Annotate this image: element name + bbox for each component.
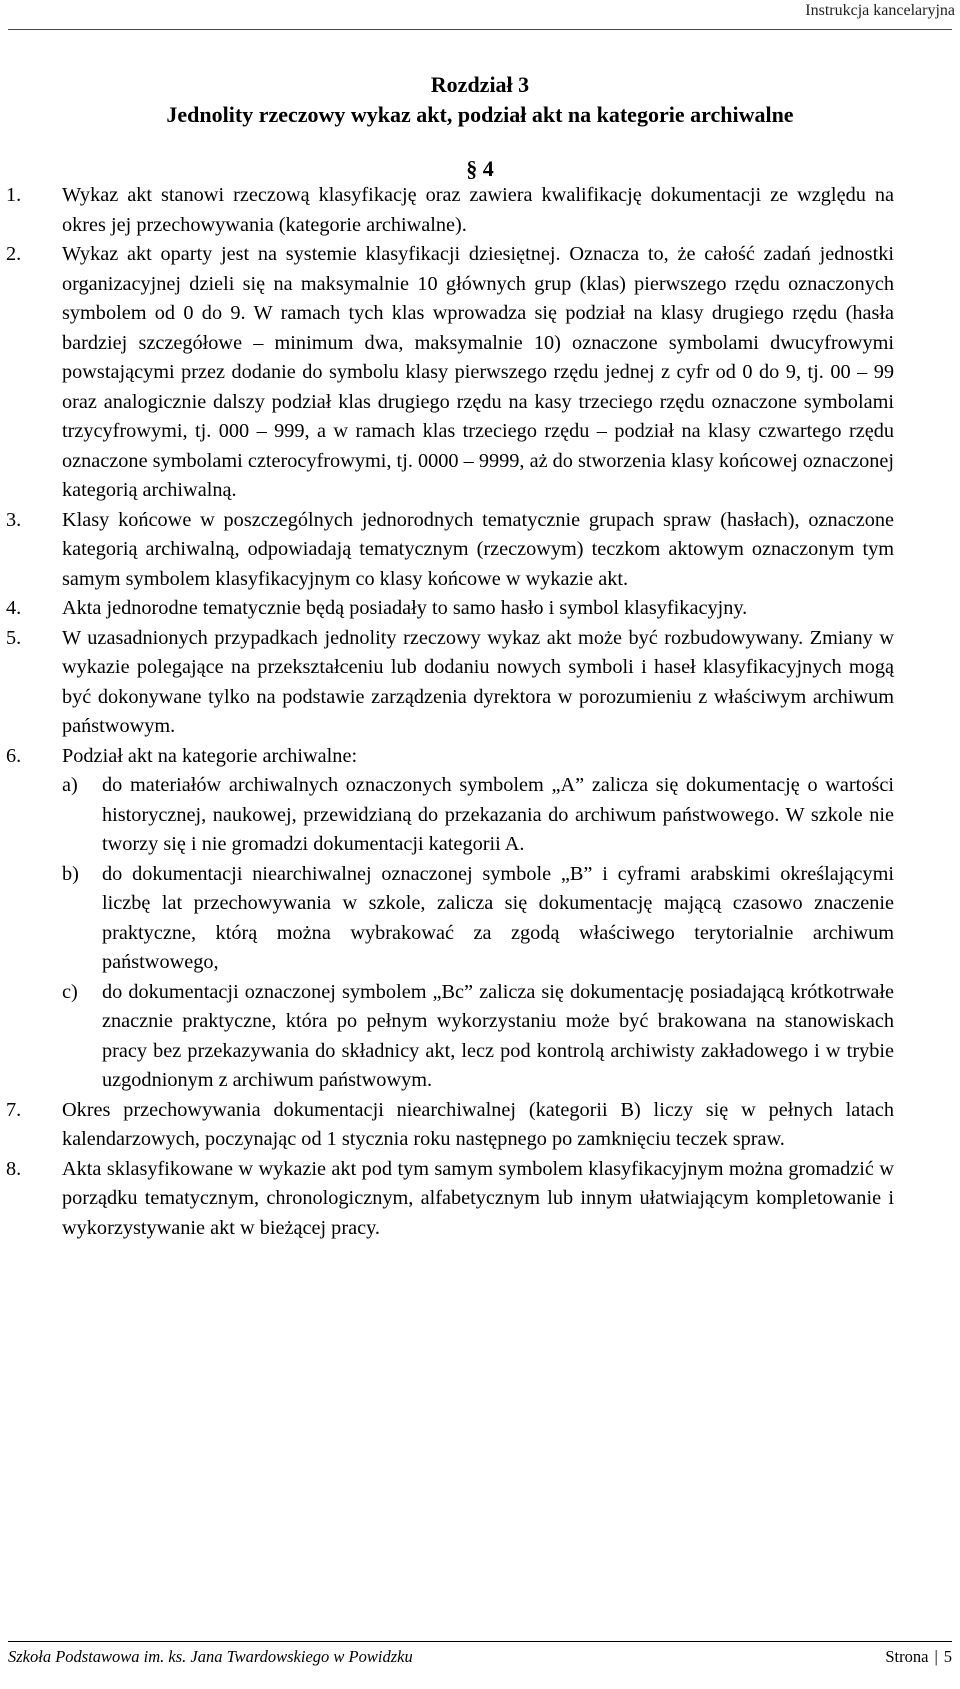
paragraph-number: 4. <box>6 597 22 619</box>
document-body <box>6 181 894 1243</box>
page-number: 5 <box>943 1647 952 1666</box>
paragraph-text: Wykaz akt oparty jest na systemie klasyfikacji dziesiętnej. Oznacza to, że całość zadań jednostki organizacyjnej dzieli się na maksymalnie 10 głównych grup (klas) pierwszego rzędu oznaczonych symbolem od 0 do 9. W ramach tych klas wprowadza się podział na klasy drugiego rzędu (hasła bardziej szczegółowe – minimum dwa, maksymalnie 10) oznaczone symbolami dwucyfrowymi powstającymi przez dodanie do symbolu klasy pierwszego rzędu jednej z cyfr od 0 do 9, tj. 00 – 99 oraz analogicznie dalszy podział klas drugiego rzędu na kasy trzeciego rzędu oznaczone symbolami trzycyfrowymi, tj. 000 – 999, a w ramach klas trzeciego rzędu – podział na klasy czwartego rzędu oznaczone symbolami czterocyfrowymi, tj. 0000 – 9999, aż do stworzenia klasy końcowej oznaczonej kategorią archiwalną. <box>62 243 894 501</box>
subitem-letter: c) <box>62 980 78 1003</box>
paragraph-2 <box>6 240 894 506</box>
subitem-text: do materiałów archiwalnych oznaczonych symbolem „A” zalicza się dokumentację o wartości historycznej, naukowej, przewidzianą do przekazania do archiwum państwowego. W szkole nie tworzy się i nie gromadzi dokumentacji kategorii A. <box>102 774 894 855</box>
section-number: § 4 <box>466 156 494 181</box>
paragraph-text: Klasy końcowe w poszczególnych jednorodnych tematycznie grupach spraw (hasłach), oznaczone kategorią archiwalną, odpowiadają tematycznym (rzeczowym) teczkom aktowym oznaczonym tym samym symbolem klasyfikacyjnym co klasy końcowe w wykazie akt. <box>62 508 894 590</box>
paragraph-6 <box>6 742 894 1096</box>
subitem-c <box>62 978 894 1096</box>
paragraph-7 <box>6 1096 894 1155</box>
page-separator: | <box>934 1647 938 1666</box>
subitem-letter: a) <box>62 774 78 796</box>
paragraph-body <box>62 742 894 1096</box>
header-divider <box>8 29 952 30</box>
paragraph-number: 1. <box>6 184 22 206</box>
chapter-heading <box>0 70 960 130</box>
paragraph-number: 3. <box>6 508 22 531</box>
running-header: Instrukcja kancelaryjna <box>805 2 955 19</box>
subitem-text: do dokumentacji oznaczonej symbolem „Bc” zalicza się dokumentację posiadającą krótkotrwałe znacznie praktyczne, która po pełnym wykorzystaniu może być brakowana na stanowiskach pracy bez przekazywania do składnicy akt, lecz pod kontrolą archiwisty zakładowego i w trybie uzgodnionym z archiwum państwowym. <box>102 980 894 1091</box>
footer-divider <box>8 1641 952 1642</box>
paragraph-text: Akta jednorodne tematycznie będą posiadały to samo hasło i symbol klasyfikacyjny. <box>62 597 748 619</box>
paragraph-number: 5. <box>6 626 22 649</box>
paragraph-1 <box>6 181 894 240</box>
page-indicator <box>885 1647 952 1667</box>
chapter-title: Jednolity rzeczowy wykaz akt, podział akt na kategorie archiwalne <box>166 102 794 127</box>
paragraph-4 <box>6 594 894 624</box>
paragraph-text: Okres przechowywania dokumentacji niearchiwalnej (kategorii B) liczy się w pełnych latach kalendarzowych, poczynając od 1 stycznia roku następnego po zamknięciu teczek spraw. <box>62 1098 894 1150</box>
subitem-text: do dokumentacji niearchiwalnej oznaczonej symbole „B” i cyframi arabskimi określającymi liczbę lat przechowywania w szkole, zalicza się dokumentację mającą czasowo znaczenie praktyczne, którą można wybrakować za zgodą właściwego terytorialnie archiwum państwowego, <box>102 862 894 973</box>
paragraph-8 <box>6 1155 894 1244</box>
paragraph-number: 6. <box>6 744 22 767</box>
subitem-letter: b) <box>62 862 79 885</box>
paragraph-5 <box>6 624 894 742</box>
paragraph-number: 7. <box>6 1098 22 1121</box>
subitem-a <box>62 771 894 860</box>
paragraph-number: 2. <box>6 243 22 265</box>
subitem-b <box>62 860 894 978</box>
paragraph-text: Podział akt na kategorie archiwalne: <box>62 744 358 767</box>
footer-school-name: Szkoła Podstawowa im. ks. Jana Twardowskiego w Powidzku <box>8 1647 413 1666</box>
paragraph-text: Akta sklasyfikowane w wykazie akt pod tym samym symbolem klasyfikacyjnym można gromadzić w porządku tematycznym, chronologicznym, alfabetycznym lub innym ułatwiającym kompletowanie i wykorzystywanie akt w bieżącej pracy. <box>62 1157 894 1239</box>
paragraph-text: Wykaz akt stanowi rzeczową klasyfikację oraz zawiera kwalifikację dokumentacji ze względu na okres jej przechowywania (kategorie archiwalne). <box>62 184 894 236</box>
chapter-number: Rozdział 3 <box>430 72 530 97</box>
page-label: Strona <box>885 1647 929 1666</box>
paragraph-number: 8. <box>6 1157 22 1180</box>
paragraph-text: W uzasadnionych przypadkach jednolity rzeczowy wykaz akt może być rozbudowywany. Zmiany w wykazie polegające na przekształceniu lub dodaniu nowych symboli i haseł klasyfikacyjnych mogą być dokonywane tylko na podstawie zarządzenia dyrektora w porozumieniu z właściwym archiwum państwowym. <box>62 626 894 737</box>
paragraph-3 <box>6 506 894 595</box>
